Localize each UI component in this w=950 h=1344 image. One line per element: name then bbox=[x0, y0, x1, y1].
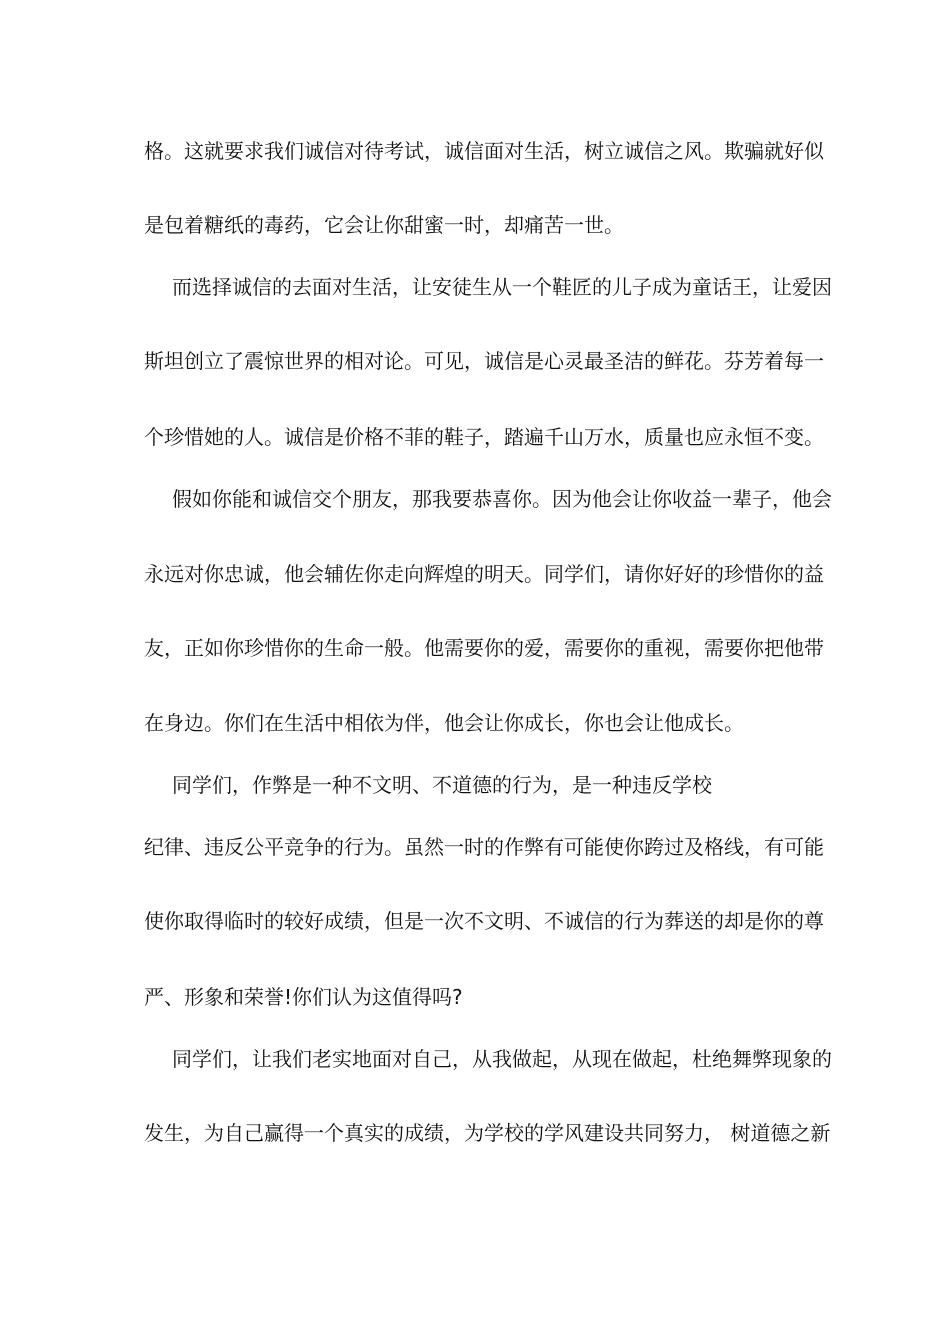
text-line-9: 在身边。你们在生活中相依为伴，他会让你成长，你也会让他成长。 bbox=[144, 711, 744, 735]
paragraph-start-line-10: 同学们，作弊是一种不文明、不道德的行为，是一种违反学校 bbox=[172, 773, 712, 797]
text-line-8: 友，正如你珍惜你的生命一般。他需要你的爱，需要你的重视，需要你把他带 bbox=[144, 636, 824, 660]
paragraph-start-line-14: 同学们，让我们老实地面对自己，从我做起，从现在做起，杜绝舞弊现象的 bbox=[172, 1047, 832, 1071]
text-line-13: 严、形象和荣誉!你们认为这值得吗? bbox=[144, 985, 463, 1009]
text-line-2: 是包着糖纸的毒药，它会让你甜蜜一时，却痛苦一世。 bbox=[144, 213, 624, 237]
text-line-1: 格。这就要求我们诚信对待考试，诚信面对生活，树立诚信之风。欺骗就好似 bbox=[144, 139, 824, 163]
text-line-4: 斯坦创立了震惊世界的相对论。可见，诚信是心灵最圣洁的鲜花。芬芳着每一 bbox=[144, 349, 824, 373]
text-line-11: 纪律、违反公平竞争的行为。虽然一时的作弊有可能使你跨过及格线，有可能 bbox=[144, 835, 824, 859]
text-line-5: 个珍惜她的人。诚信是价格不菲的鞋子，踏遍千山万水，质量也应永恒不变。 bbox=[144, 425, 824, 449]
text-line-15: 发生，为自己赢得一个真实的成绩，为学校的学风建设共同努力， 树道德之新 bbox=[144, 1121, 831, 1145]
text-line-7: 永远对你忠诚，他会辅佐你走向辉煌的明天。同学们，请你好好的珍惜你的益 bbox=[144, 562, 824, 586]
paragraph-start-line-3: 而选择诚信的去面对生活，让安徒生从一个鞋匠的儿子成为童话王，让爱因 bbox=[172, 275, 832, 299]
paragraph-start-line-6: 假如你能和诚信交个朋友，那我要恭喜你。因为他会让你收益一辈子，他会 bbox=[172, 487, 832, 511]
text-line-12: 使你取得临时的较好成绩，但是一次不文明、不诚信的行为葬送的却是你的尊 bbox=[144, 909, 824, 933]
